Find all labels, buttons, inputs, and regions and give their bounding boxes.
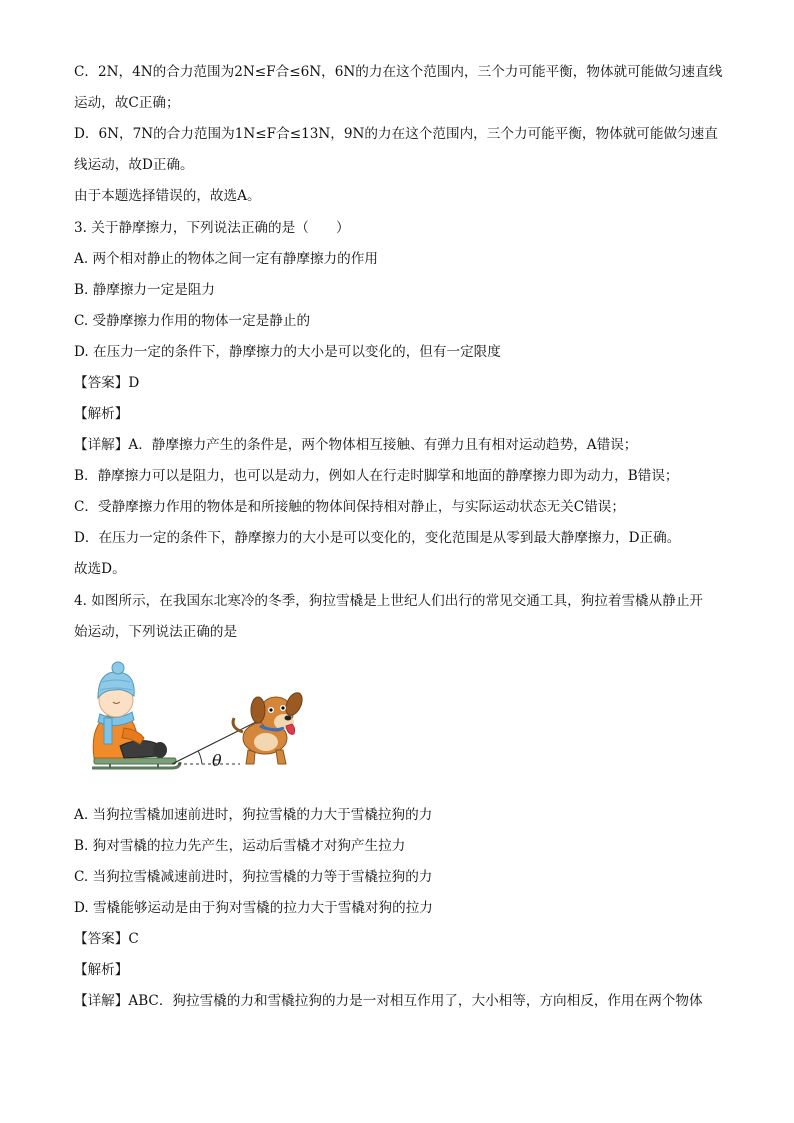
- question-3-option-a: A. 两个相对静止的物体之间一定有静摩擦力的作用: [74, 251, 378, 267]
- question-3-stem: 3. 关于静摩擦力，下列说法正确的是（ ）: [74, 220, 350, 236]
- question-4-option-d: D. 雪橇能够运动是由于狗对雪橇的拉力大于雪橇对狗的拉力: [74, 900, 433, 916]
- question-3-detail-d: D．在压力一定的条件下，静摩擦力的大小是可以变化的，变化范围是从零到最大静摩擦力，D正确。: [74, 530, 681, 546]
- question-3-answer: 【答案】D: [74, 375, 140, 391]
- question-4-stem-1: 4. 如图所示，在我国东北寒冷的冬季，狗拉雪橇是上世纪人们出行的常见交通工具，狗拉着雪橇从静止开: [74, 593, 704, 609]
- question-4-detail: 【详解】ABC．狗拉雪橇的力和雪橇拉狗的力是一对相互作用了，大小相等，方向相反，作用在两个物体: [74, 993, 703, 1009]
- question-4-analysis-heading: 【解析】: [74, 962, 129, 978]
- text-line-2: 运动，故C正确；: [74, 95, 180, 111]
- question-4-option-c: C. 当狗拉雪橇减速前进时，狗拉雪橇的力等于雪橇拉狗的力: [74, 869, 433, 885]
- question-4-answer: 【答案】C: [74, 931, 139, 947]
- child-boot: [153, 742, 167, 758]
- question-3-option-c: C. 受静摩擦力作用的物体一定是静止的: [74, 313, 311, 329]
- question-4-stem-2: 始运动，下列说法正确的是: [74, 624, 238, 640]
- dog-tail: [233, 718, 243, 732]
- question-3-detail-b: B．静摩擦力可以是阻力，也可以是动力，例如人在行走时脚掌和地面的静摩擦力即为动力，B错误；: [74, 468, 679, 484]
- text-line-3: D．6N，7N的合力范围为1N≤F合≤13N，9N的力在这个范围内，三个力可能平衡，物体就可能做匀速直: [74, 126, 718, 142]
- question-3-detail-a: 【详解】A．静摩擦力产生的条件是，两个物体相互接触、有弹力且有相对运动趋势，A错误；: [74, 437, 638, 453]
- question-3-conclusion: 故选D。: [74, 561, 126, 577]
- question-3-analysis-heading: 【解析】: [74, 406, 129, 422]
- dog-sled-illustration: [80, 658, 310, 806]
- text-line-1: C．2N，4N的合力范围为2N≤F合≤6N，6N的力在这个范围内，三个力可能平衡，物体就可能做匀速直线: [74, 64, 723, 80]
- question-4-option-b: B. 狗对雪橇的拉力先产生，运动后雪橇才对狗产生拉力: [74, 838, 406, 854]
- dog-tongue: [286, 724, 295, 734]
- text-line-5: 由于本题选择错误的，故选A。: [74, 188, 261, 204]
- sled-board: [94, 758, 176, 764]
- angle-theta-label: θ: [212, 751, 222, 770]
- question-3-detail-c: C．受静摩擦力作用的物体是和所接触的物体间保持相对静止，与实际运动状态无关C错误；: [74, 499, 625, 515]
- question-4-option-a: A. 当狗拉雪橇加速前进时，狗拉雪橇的力大于雪橇拉狗的力: [74, 807, 433, 823]
- text-line-4: 线运动，故D正确。: [74, 157, 194, 173]
- question-3-option-d: D. 在压力一定的条件下，静摩擦力的大小是可以变化的，但有一定限度: [74, 344, 501, 360]
- question-3-option-b: B. 静摩擦力一定是阻力: [74, 282, 215, 298]
